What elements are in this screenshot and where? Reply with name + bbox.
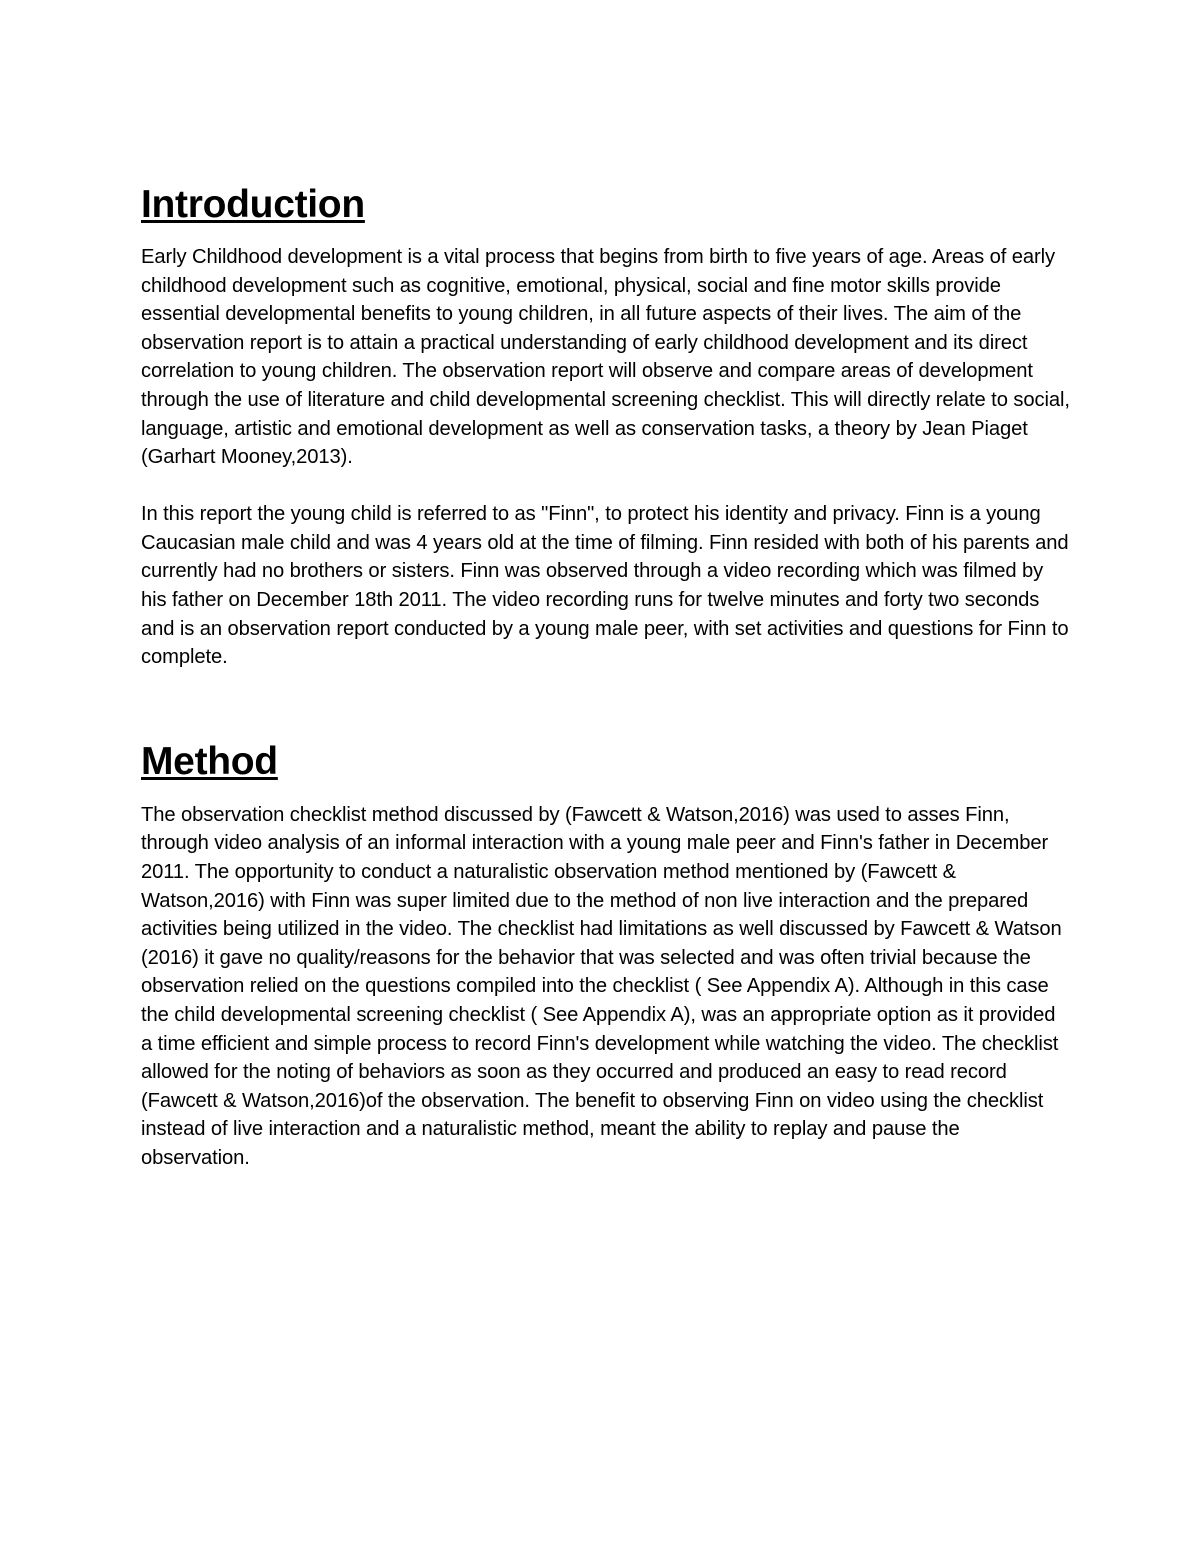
document-content (141, 176, 1071, 1173)
method-section (141, 733, 1071, 1173)
introduction-paragraph-1: Early Childhood development is a vital process that begins from birth to five years of age. Areas of early childhood development such as cognitive, emotional, physical, social and fine motor skills provide essential developmental benefits to young children, in all future aspects of their lives. The aim of the observation report is to attain a practical understanding of early childhood development and its direct correlation to young children. The observation report will observe and compare areas of development through the use of literature and child developmental screening checklist. This will directly relate to social, language, artistic and emotional development as well as conservation tasks, a theory by Jean Piaget (Garhart Mooney,2013). (141, 246, 1070, 469)
method-heading: Method (141, 739, 278, 783)
introduction-heading: Introduction (141, 183, 365, 226)
introduction-section (141, 176, 1071, 672)
introduction-paragraph-2: In this report the young child is referred to as "Finn", to protect his identity and privacy. Finn is a young Caucasian male child and was 4 years old at the time of filming. Finn resided with both of his parents and currently had no brothers or sisters. Finn was observed through a video recording which was filmed by his father on December 18th 2011. The video recording runs for twelve minutes and forty two seconds and is an observation report conducted by a young male peer, with set activities and questions for Finn to complete. (141, 503, 1069, 669)
method-paragraph-1: The observation checklist method discussed by (Fawcett & Watson,2016) was used to asses Finn, through video analysis of an informal interaction with a young male peer and Finn's father in December 2011. The opportunity to conduct a naturalistic observation method mentioned by (Fawcett & Watson,2016) with Finn was super limited due to the method of non live interaction and the prepared activities being utilized in the video. The checklist had limitations as well discussed by Fawcett & Watson (2016) it gave no quality/reasons for the behavior that was selected and was often trivial because the observation relied on the questions compiled into the checklist ( See Appendix A). Although in this case the child developmental screening checklist ( See Appendix A), was an appropriate option as it provided a time efficient and simple process to record Finn's development while watching the video. The checklist allowed for the noting of behaviors as soon as they occurred and produced an easy to read record (Fawcett & Watson,2016)of the observation. The benefit to observing Finn on video using the checklist instead of live interaction and a naturalistic method, meant the ability to replay and pause the observation. (141, 803, 1062, 1169)
